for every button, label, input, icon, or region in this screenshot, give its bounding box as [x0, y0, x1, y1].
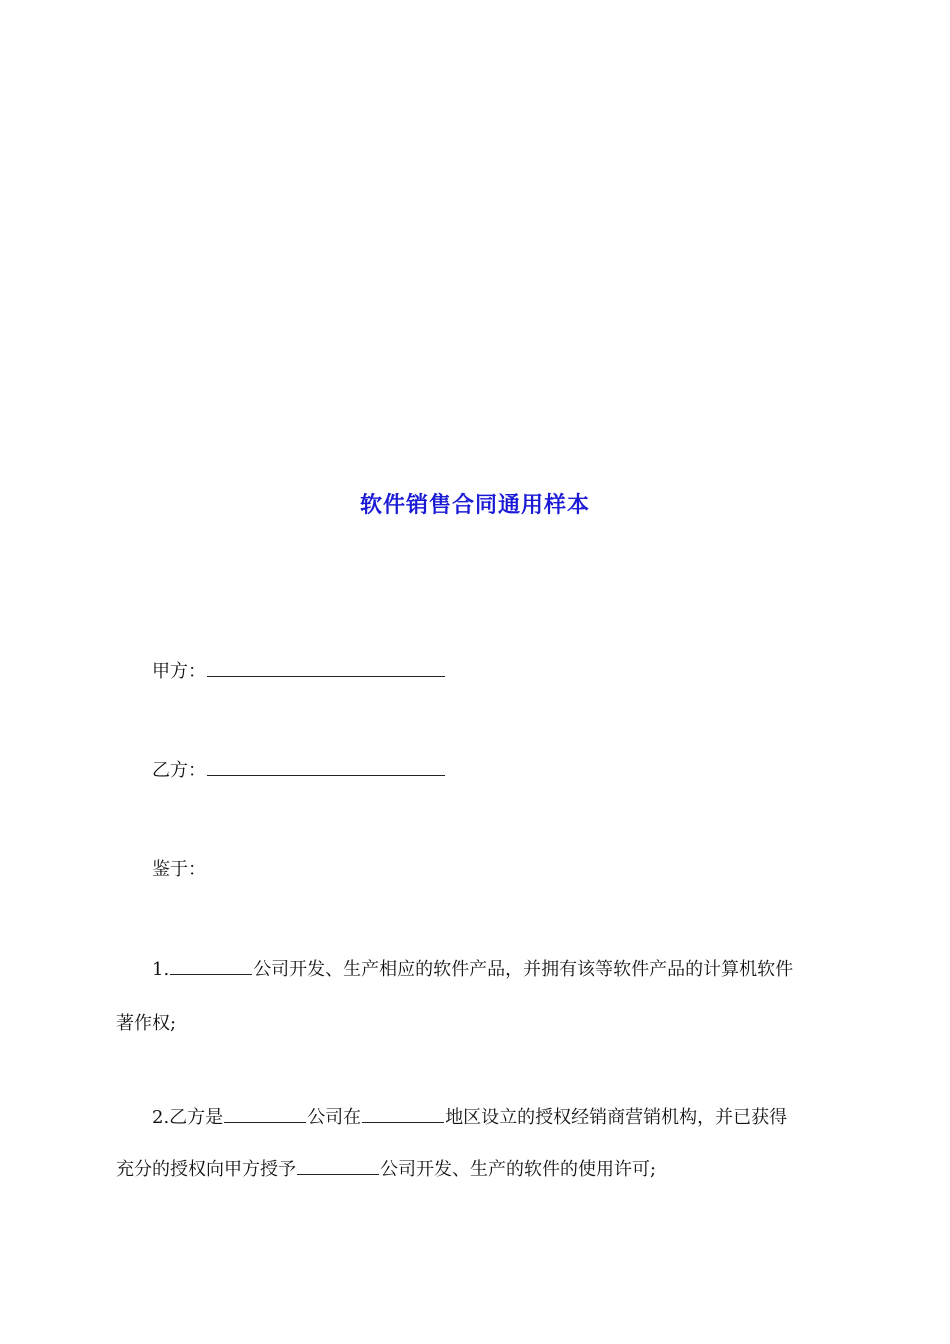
clause-1-continuation: 著作权;: [116, 1013, 177, 1034]
clause-1-company-blank[interactable]: [170, 960, 252, 975]
clause-2-company-blank[interactable]: [224, 1108, 306, 1123]
whereas-label: 鉴于：: [152, 859, 206, 880]
party-b-line: [152, 761, 842, 781]
clause-2-licensor-blank[interactable]: [297, 1160, 379, 1175]
party-b-label: 乙方：: [152, 760, 206, 781]
party-b-blank[interactable]: [207, 761, 445, 776]
clause-1-line-2: [116, 1014, 840, 1034]
document-title: 软件销售合同通用样本: [359, 493, 590, 518]
clause-2-line-1: [152, 1108, 842, 1128]
clause-2-mid: 公司在: [307, 1107, 362, 1128]
clause-1-line-1: [152, 960, 842, 980]
clause-1-text: 公司开发、生产相应的软件产品，并拥有该等软件产品的计算机软件: [253, 959, 794, 980]
party-a-line: [152, 662, 842, 682]
clause-2-region-blank[interactable]: [362, 1108, 444, 1123]
party-a-label: 甲方：: [152, 661, 206, 682]
whereas-line: [152, 860, 842, 880]
clause-1-number: 1.: [152, 959, 170, 980]
party-a-blank[interactable]: [207, 662, 445, 677]
clause-2-start: 2.乙方是: [152, 1107, 224, 1128]
clause-2-end: 地区设立的授权经销商营销机构，并已获得: [445, 1107, 788, 1128]
clause-2-line-2-end: 公司开发、生产的软件的使用许可;: [380, 1159, 657, 1180]
clause-2-line-2-start: 充分的授权向甲方授予: [116, 1159, 296, 1180]
clause-2-line-2: [116, 1160, 840, 1180]
